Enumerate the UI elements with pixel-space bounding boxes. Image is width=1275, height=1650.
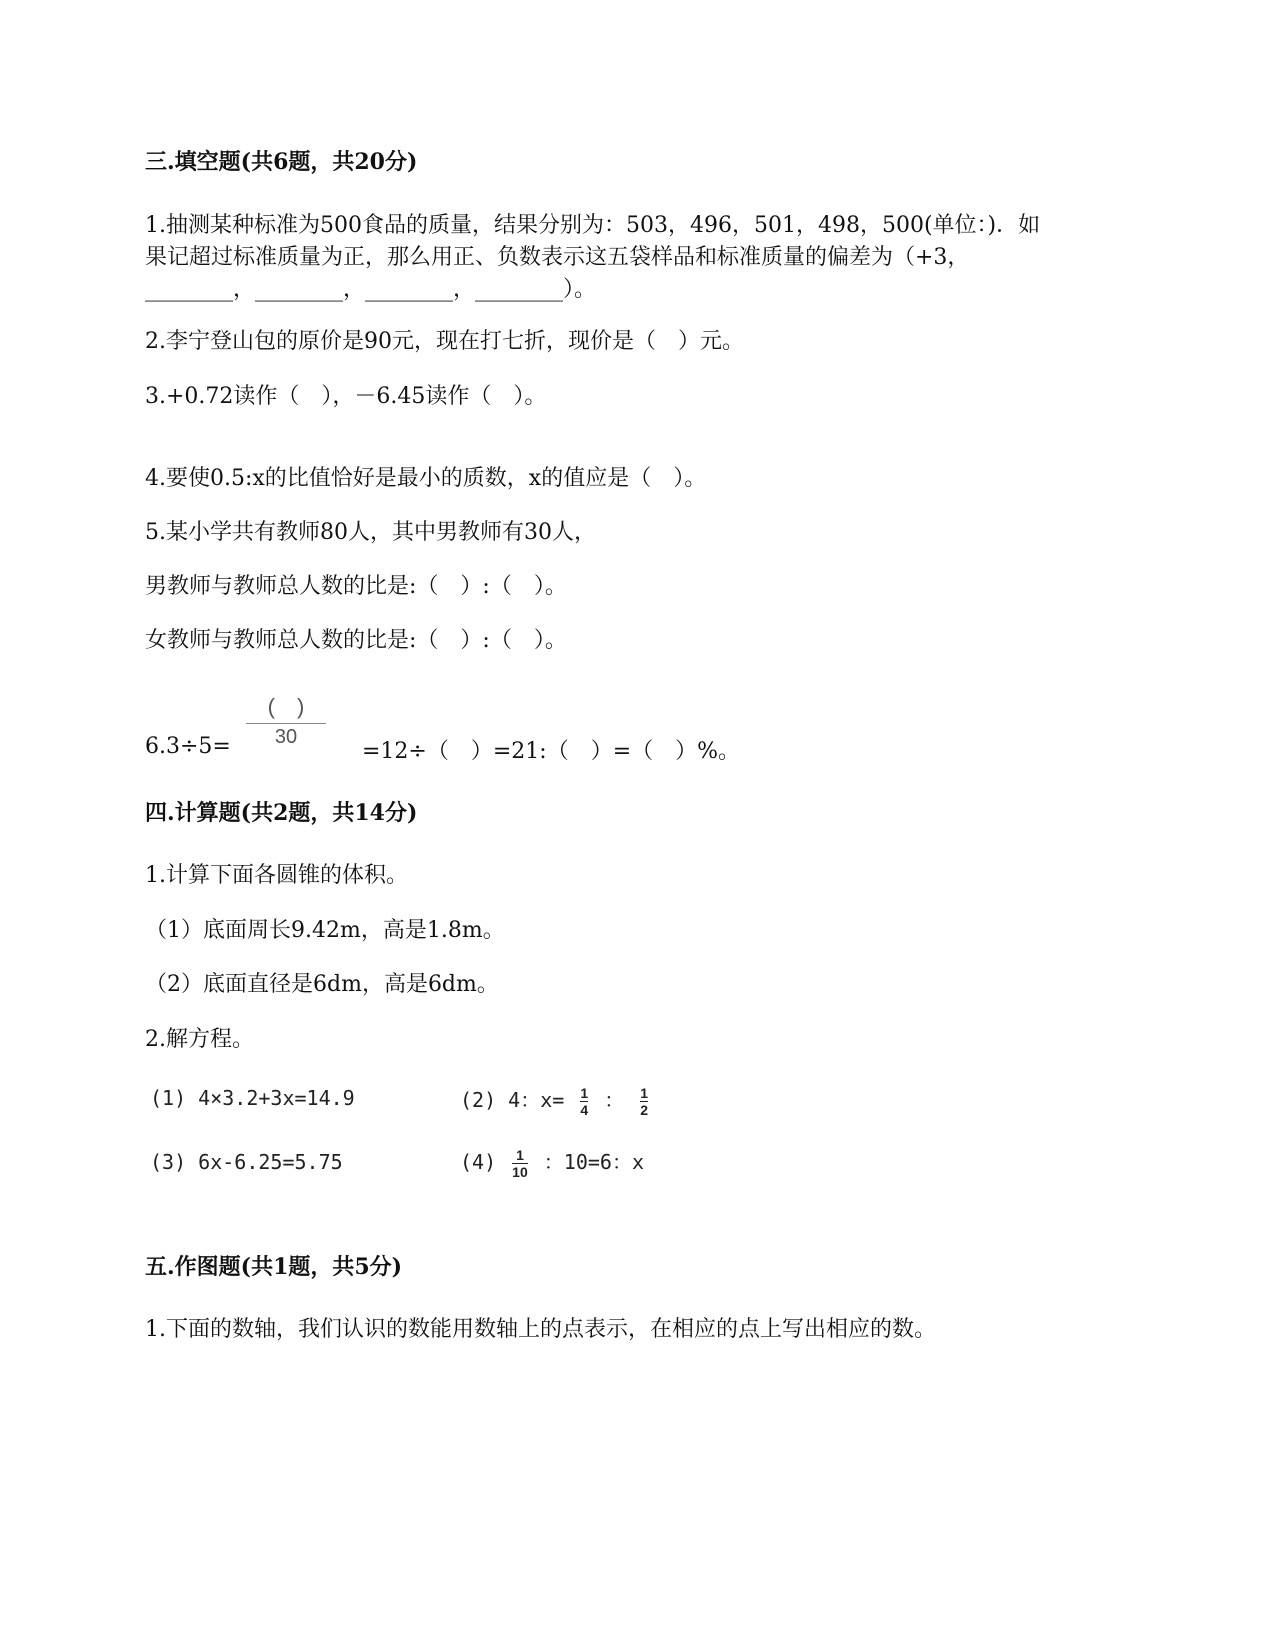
q3-6-prefix: 6.3÷5= — [145, 734, 231, 759]
q3-6-fraction — [246, 690, 326, 749]
equation-2 — [460, 1078, 652, 1122]
equation-4 — [460, 1140, 644, 1184]
equation-2-fraction-1 — [580, 1086, 588, 1117]
q3-5-line1: 5.某小学共有教师80人，其中男教师有30人， — [145, 520, 596, 545]
equation-2-fraction-2-denominator: 2 — [640, 1102, 649, 1118]
q3-6-suffix: =12÷（ ）=21:（ ）=（ ）%。 — [362, 739, 741, 764]
q5-1: 1.下面的数轴，我们认识的数能用数轴上的点表示，在相应的点上写出相应的数。 — [145, 1317, 936, 1342]
q3-5-line2: 男教师与教师总人数的比是:（ ）:（ ）。 — [145, 574, 567, 599]
q3-1-line1: 1.抽测某种标准为500食品的质量，结果分别为：503，496，501，498，500(单位：)．如 — [145, 213, 1041, 238]
q3-2: 2.李宁登山包的原价是90元，现在打七折，现价是（ ）元。 — [145, 329, 744, 354]
q4-1-item2: （2）底面直径是6dm，高是6dm。 — [145, 972, 499, 997]
equation-1: (1) 4×3.2+3x=14.9 — [150, 1086, 355, 1110]
section-5-heading: 五.作图题(共1题，共5分) — [145, 1254, 403, 1280]
section-4-heading: 四.计算题(共2题，共14分) — [145, 800, 418, 826]
section-3-heading: 三.填空题(共6题，共20分) — [145, 149, 418, 175]
q3-1-line3: ________，________，________，________）。 — [145, 277, 597, 302]
q3-3: 3.+0.72读作（ ），－6.45读作（ ）。 — [145, 384, 547, 409]
equation-4-prefix: (4) — [460, 1150, 497, 1174]
q4-1-title: 1.计算下面各圆锥的体积。 — [145, 863, 408, 888]
equation-4-fraction-denominator: 10 — [512, 1164, 528, 1180]
equation-2-fraction-2 — [640, 1086, 648, 1117]
q3-6-fraction-numerator: ( ) — [267, 694, 305, 719]
equation-4-fraction — [512, 1148, 528, 1179]
equation-4-suffix: ：10=6：x — [543, 1150, 645, 1174]
q3-6-fraction-bar — [246, 723, 326, 724]
q4-1-item1: （1）底面周长9.42m，高是1.8m。 — [145, 918, 505, 943]
equation-4-fraction-numerator: 1 — [516, 1147, 524, 1163]
q3-5-line3: 女教师与教师总人数的比是:（ ）:（ ）。 — [145, 628, 567, 653]
q4-2-title: 2.解方程。 — [145, 1027, 254, 1052]
equation-2-separator: ： — [604, 1088, 625, 1112]
q3-1-line2: 果记超过标准质量为正，那么用正、负数表示这五袋样品和标准质量的偏差为（+3， — [145, 245, 970, 270]
equation-2-fraction-2-numerator: 1 — [640, 1085, 649, 1101]
equation-2-fraction-1-numerator: 1 — [580, 1085, 589, 1101]
equation-3: (3) 6x-6.25=5.75 — [150, 1150, 343, 1174]
q3-4: 4.要使0.5:x的比值恰好是最小的质数，x的值应是（ ）。 — [145, 466, 707, 491]
equation-2-prefix: (2) 4：x= — [460, 1088, 565, 1112]
q3-6-fraction-denominator: 30 — [274, 726, 298, 748]
equation-2-fraction-1-denominator: 4 — [580, 1102, 589, 1118]
